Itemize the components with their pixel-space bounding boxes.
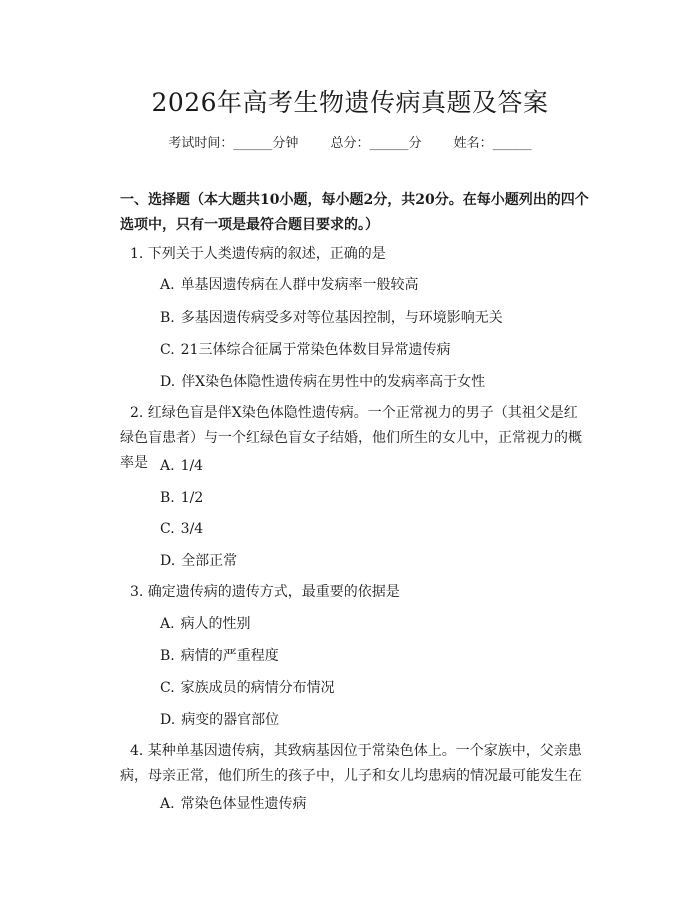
page-title: 2026年高考生物遗传病真题及答案 [151,88,549,117]
option-2c [160,519,590,539]
option-2b [160,488,590,508]
option-text: 伴X染色体隐性遗传病在男性中的发病率高于女性 [181,374,486,390]
option-2d [160,551,590,571]
exam-time: 考试时间：______分钟 [168,136,299,151]
option-text: 家族成员的病情分布情况 [180,680,335,696]
option-text: 1/2 [180,490,204,506]
option-letter: A. [160,277,175,293]
option-3d [160,710,590,730]
student-name: 姓名：______ [453,136,532,151]
option-letter: D. [160,712,176,728]
option-text: 1/4 [180,458,204,474]
option-text: 病变的器官部位 [181,712,280,728]
question-3: 3. 确定遗传病的遗传方式，最重要的依据是 [130,584,400,600]
option-3b [160,646,590,666]
section-heading: 一、选择题（本大题共10小题，每小题2分，共20分。在每小题列出的四个选项中，只有一项是最符合题目要求的。） [120,192,589,233]
option-3a [160,614,590,634]
option-text: 多基因遗传病受多对等位基因控制，与环境影响无关 [180,310,503,326]
option-letter: A. [160,796,175,812]
option-letter: D. [160,374,176,390]
option-1d [160,372,590,392]
option-1b [160,308,590,328]
question-1: 1. 下列关于人类遗传病的叙述，正确的是 [130,246,386,262]
option-text: 病情的严重程度 [180,648,279,664]
option-text: 21三体综合征属于常染色体数目异常遗传病 [180,342,451,358]
question-4: 4. 某种单基因遗传病，其致病基因位于常染色体上。一个家族中，父亲患病，母亲正常，他们所生的孩子中，儿子和女儿均患病的情况最可能发生在 [120,743,582,784]
option-text: 常染色体显性遗传病 [180,796,307,812]
option-letter: D. [160,553,176,569]
question-2: 2. 红绿色盲是伴X染色体隐性遗传病。一个正常视力的男子（其祖父是红绿色盲患者）与一个红绿色盲女子结婚，他们所生的女儿中，正常视力的概率是 [120,405,582,471]
option-1a [160,275,590,295]
option-2a [160,456,590,476]
option-text: 单基因遗传病在人群中发病率一般较高 [180,277,419,293]
option-letter: B. [160,648,175,664]
option-text: 3/4 [180,521,204,537]
option-4a [160,794,590,814]
option-letter: C. [160,680,175,696]
option-text: 病人的性别 [180,616,251,632]
option-letter: C. [160,342,175,358]
option-letter: B. [160,490,175,506]
option-text: 全部正常 [181,553,238,569]
option-1c [160,340,590,360]
option-letter: B. [160,310,175,326]
option-letter: A. [160,458,175,474]
exam-meta [0,132,700,151]
option-letter: C. [160,521,175,537]
option-3c [160,678,590,698]
total-score: 总分：______分 [330,136,422,151]
option-letter: A. [160,616,175,632]
